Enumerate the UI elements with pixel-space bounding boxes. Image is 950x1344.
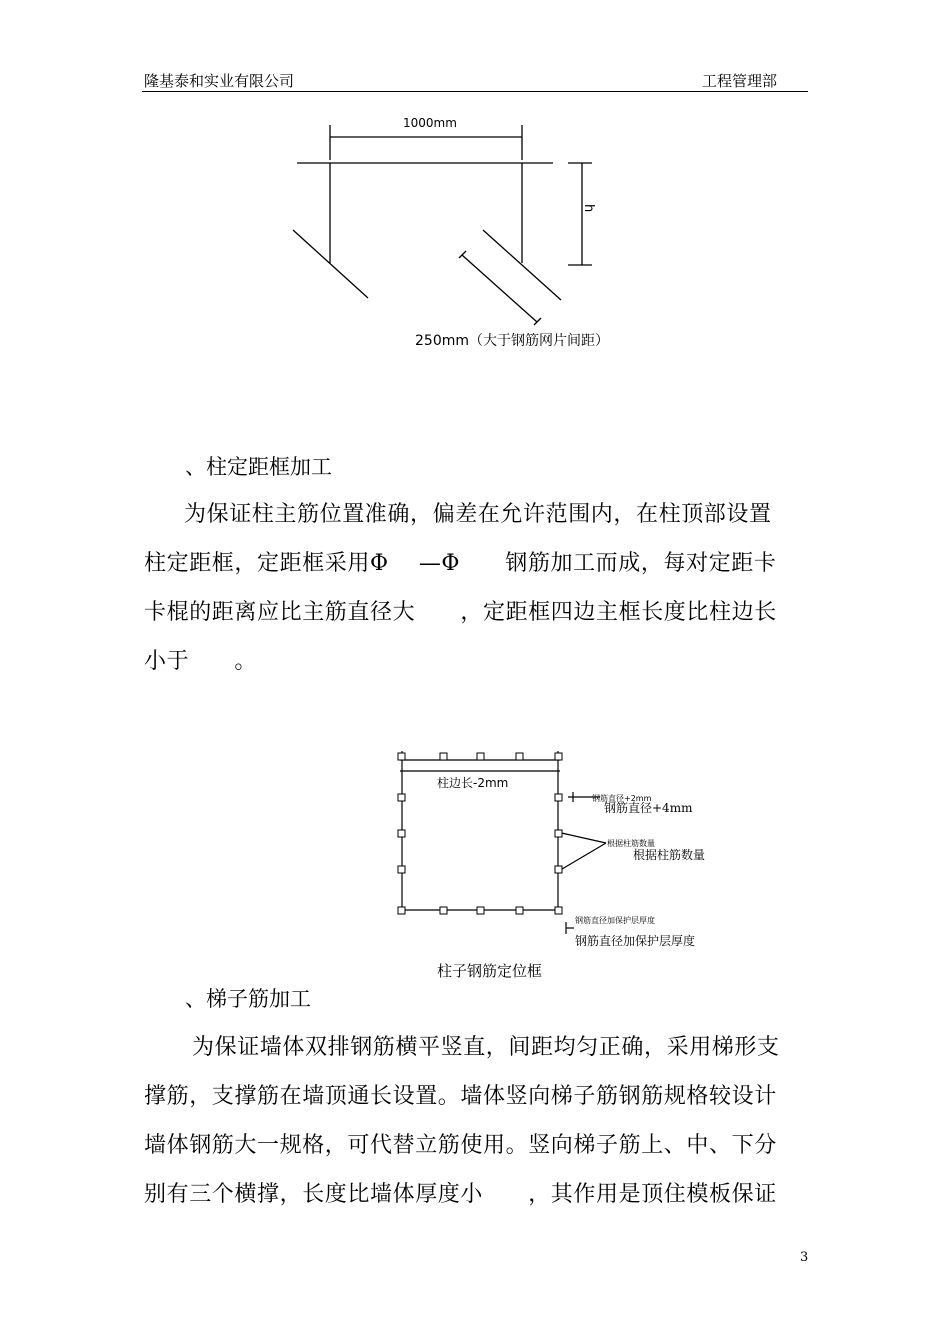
clip-left-1 xyxy=(398,794,405,801)
header-company: 隆基泰和实业有限公司 xyxy=(144,72,295,90)
section1-line-1: 为保证柱主筋位置准确，偏差在允许范围内，在柱顶部设置 xyxy=(184,502,772,527)
frame-mid-label: 根据柱筋数量 xyxy=(633,848,706,862)
figure2-caption: 柱子钢筋定位框 xyxy=(437,962,543,980)
frame-top-small-label: 钢筋直径+2mm xyxy=(592,794,652,803)
leader-mid-b xyxy=(557,843,606,872)
clip-top-5 xyxy=(555,753,562,760)
height-label: h xyxy=(581,204,596,213)
clip-bottom-1 xyxy=(398,907,405,914)
clip-left-3 xyxy=(398,866,405,873)
clip-right-2 xyxy=(555,830,562,837)
frame-top-label: 钢筋直径+4mm xyxy=(604,801,693,815)
section2-line-2: 撑筋，支撑筋在墙顶通长设置。墙体竖向梯子筋钢筋规格较设计 xyxy=(144,1084,777,1109)
section1-line-3: 卡棍的距离应比主筋直径大 ，定距框四边主框长度比柱边长 xyxy=(144,600,777,625)
section2-heading: 、梯子筋加工 xyxy=(185,987,311,1011)
width-label: 1000mm xyxy=(403,116,457,130)
page-number: 3 xyxy=(800,1250,809,1265)
clip-left-2 xyxy=(398,830,405,837)
section1-heading: 、柱定距框加工 xyxy=(185,455,332,479)
clip-top-1 xyxy=(398,753,405,760)
clip-top-4 xyxy=(516,753,523,760)
frame-mid-small-label: 根据柱筋数量 xyxy=(607,839,655,848)
section1-line-2: 柱定距框，定距框采用Φ —Φ 钢筋加工而成，每对定距卡 xyxy=(144,551,777,576)
section2-line-4: 别有三个横撑，长度比墙体厚度小 ，其作用是顶住模板保证 xyxy=(144,1182,777,1207)
clip-right-1 xyxy=(555,794,562,801)
section2-line-3: 墙体钢筋大一规格，可代替立筋使用。竖向梯子筋上、中、下分 xyxy=(144,1133,777,1158)
clip-bottom-3 xyxy=(477,907,484,914)
leader-mid-a xyxy=(557,832,606,843)
clip-top-3 xyxy=(477,753,484,760)
frame-bottom-small-label: 钢筋直径加保护层厚度 xyxy=(575,916,655,925)
clip-right-3 xyxy=(555,866,562,873)
frame-bottom-label: 钢筋直径加保护层厚度 xyxy=(575,934,696,948)
section1-line-4: 小于 。 xyxy=(144,649,258,674)
frame-inner-label: 柱边长-2mm xyxy=(437,776,509,790)
section2-line-1: 为保证墙体双排钢筋横平竖直，间距均匀正确，采用梯形支 xyxy=(192,1035,780,1060)
spacing-label: 250mm（大于钢筋网片间距） xyxy=(415,333,609,349)
clip-bottom-2 xyxy=(440,907,447,914)
clip-bottom-4 xyxy=(516,907,523,914)
header-department: 工程管理部 xyxy=(702,72,778,90)
clip-bottom-5 xyxy=(555,907,562,914)
clip-top-2 xyxy=(440,753,447,760)
